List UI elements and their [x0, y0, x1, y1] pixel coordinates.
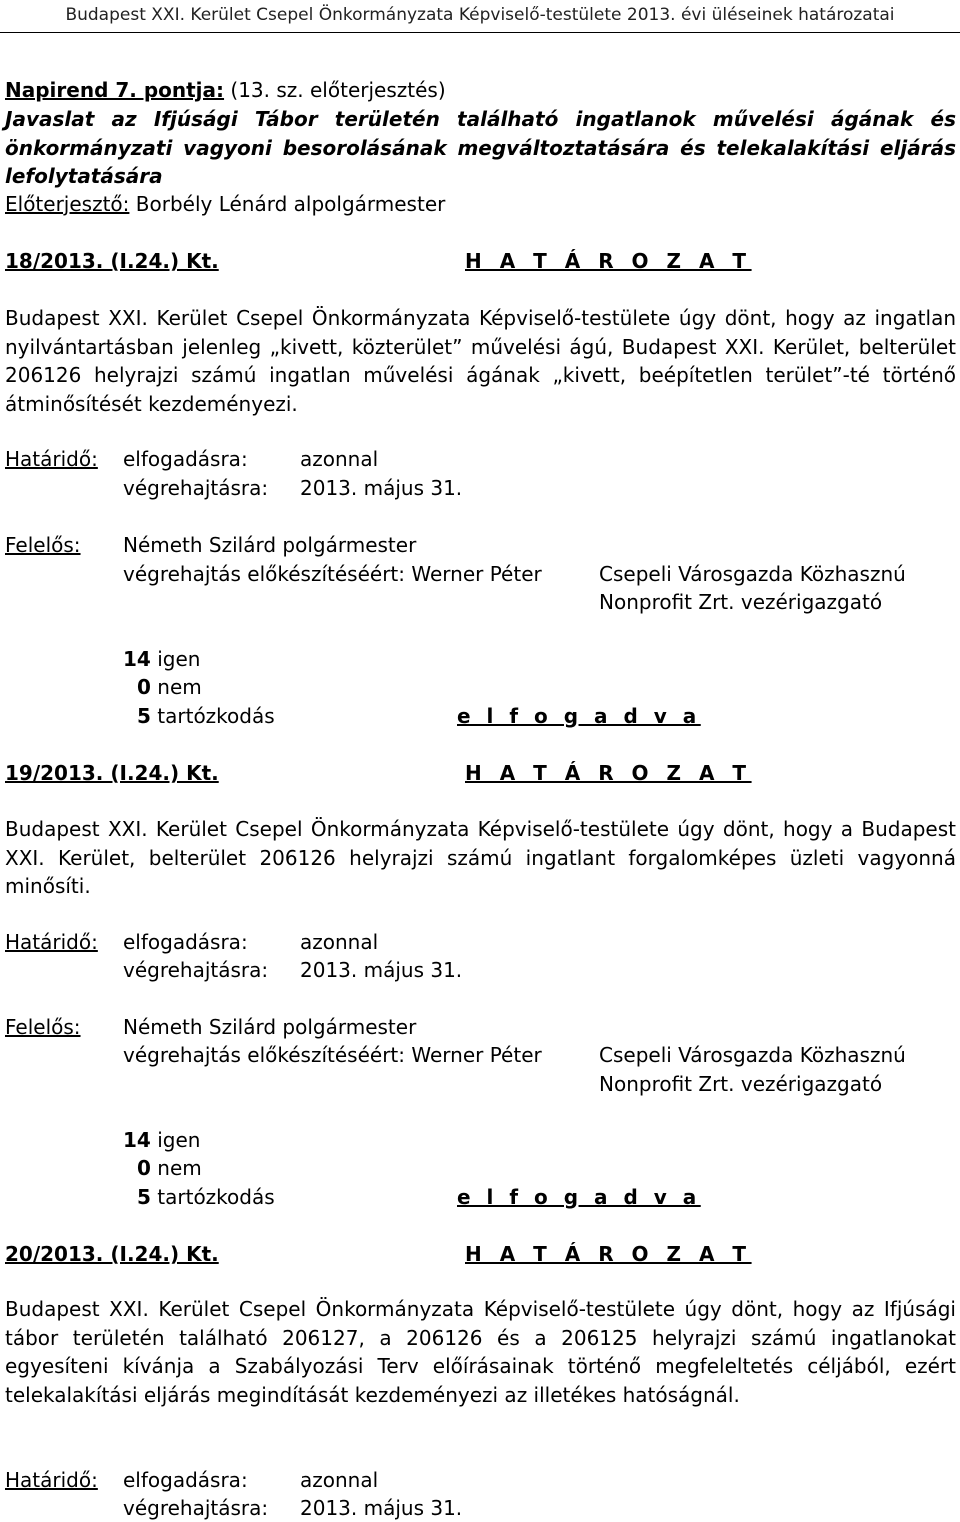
running-header: Budapest XXI. Kerület Csepel Önkormányzata Képviselő-testülete 2013. évi üléseinek határozatai: [0, 0, 960, 33]
resolution-number: 20/2013. (I.24.) Kt.: [5, 1242, 219, 1266]
adoption-value: azonnal: [300, 447, 379, 471]
vote-no: 0 nem: [137, 675, 202, 699]
prep-responsible: végrehajtás előkészítéséért: Werner Péter: [123, 1043, 542, 1067]
execution-label: végrehajtásra:: [123, 958, 269, 982]
adoption-label: elfogadásra:: [123, 1468, 248, 1492]
execution-value: 2013. május 31.: [300, 1496, 463, 1520]
vote-yes: 14 igen: [123, 1128, 201, 1152]
presenter-name: Borbély Lénárd alpolgármester: [135, 192, 446, 216]
agenda-label: Napirend 7. pontja:: [5, 78, 225, 102]
resolution-text: Budapest XXI. Kerület Csepel Önkormányzata Képviselő-testülete úgy dönt, hogy az ingatlan nyilvántartásban jelenleg „kivett, közterület” művelési ágú, Budapest XXI. Kerület, belterület 206126 helyrajzi számú ingatlan művelési ágának „kivett, beépítetlen terület”-té történő átminősítését kezdeményezi.: [5, 306, 956, 416]
resolution-text: Budapest XXI. Kerület Csepel Önkormányzata Képviselő-testülete úgy dönt, hogy az Ifjúsági tábor területén található 206127, a 206126 és a 206125 helyrajzi számú ingatlanokat egyesíteni kívánja a Szabályozási Terv előírásainak történő megfeleltetés céljából, ezért telekalakítási eljárás megindítását kezdeményezi az illetékes hatóságnál.: [5, 1297, 956, 1407]
prep-org-line1: Csepeli Városgazda Közhasznú: [599, 1043, 906, 1067]
prep-responsible: végrehajtás előkészítéséért: Werner Péter: [123, 562, 542, 586]
presenter-label: Előterjesztő:: [5, 192, 130, 216]
responsible-name: Németh Szilárd polgármester: [123, 533, 417, 557]
vote-abstain: 5 tartózkodás: [137, 1185, 275, 1209]
prep-org-line1: Csepeli Városgazda Közhasznú: [599, 562, 906, 586]
execution-value: 2013. május 31.: [300, 476, 463, 500]
prep-org-line2: Nonprofit Zrt. vezérigazgató: [599, 590, 883, 614]
decision-heading: H A T Á R O Z A T: [465, 761, 752, 785]
vote-no: 0 nem: [137, 1156, 202, 1180]
decision-heading: H A T Á R O Z A T: [465, 1242, 752, 1266]
adopted-mark: e l f o g a d v a: [457, 1185, 701, 1209]
presenter-line: [5, 190, 445, 218]
prep-org-line2: Nonprofit Zrt. vezérigazgató: [599, 1072, 883, 1096]
resolution-number: 19/2013. (I.24.) Kt.: [5, 761, 219, 785]
responsible-name: Németh Szilárd polgármester: [123, 1015, 417, 1039]
vote-yes: 14 igen: [123, 647, 201, 671]
agenda-line: [5, 76, 446, 104]
responsible-label: Felelős:: [5, 533, 81, 557]
adoption-label: elfogadásra:: [123, 930, 248, 954]
adopted-mark: e l f o g a d v a: [457, 704, 701, 728]
adoption-value: azonnal: [300, 930, 379, 954]
execution-label: végrehajtásra:: [123, 476, 269, 500]
resolution-number: 18/2013. (I.24.) Kt.: [5, 249, 219, 273]
adoption-label: elfogadásra:: [123, 447, 248, 471]
execution-label: végrehajtásra:: [123, 1496, 269, 1520]
decision-heading: H A T Á R O Z A T: [465, 249, 752, 273]
responsible-label: Felelős:: [5, 1015, 81, 1039]
agenda-title: Javaslat az Ifjúsági Tábor területén található ingatlanok művelési ágának és önkormányzati vagyoni besorolásának megváltoztatására és telekalakítási eljárás lefolytatására: [5, 107, 956, 188]
execution-value: 2013. május 31.: [300, 958, 463, 982]
deadline-label: Határidő:: [5, 447, 98, 471]
deadline-label: Határidő:: [5, 930, 98, 954]
agenda-ref: (13. sz. előterjesztés): [230, 78, 446, 102]
resolution-text: Budapest XXI. Kerület Csepel Önkormányzata Képviselő-testülete úgy dönt, hogy a Budapest XXI. Kerület, belterület 206126 helyrajzi számú ingatlant forgalomképes üzleti vagyonná minősíti.: [5, 817, 956, 899]
deadline-label: Határidő:: [5, 1468, 98, 1492]
adoption-value: azonnal: [300, 1468, 379, 1492]
vote-abstain: 5 tartózkodás: [137, 704, 275, 728]
